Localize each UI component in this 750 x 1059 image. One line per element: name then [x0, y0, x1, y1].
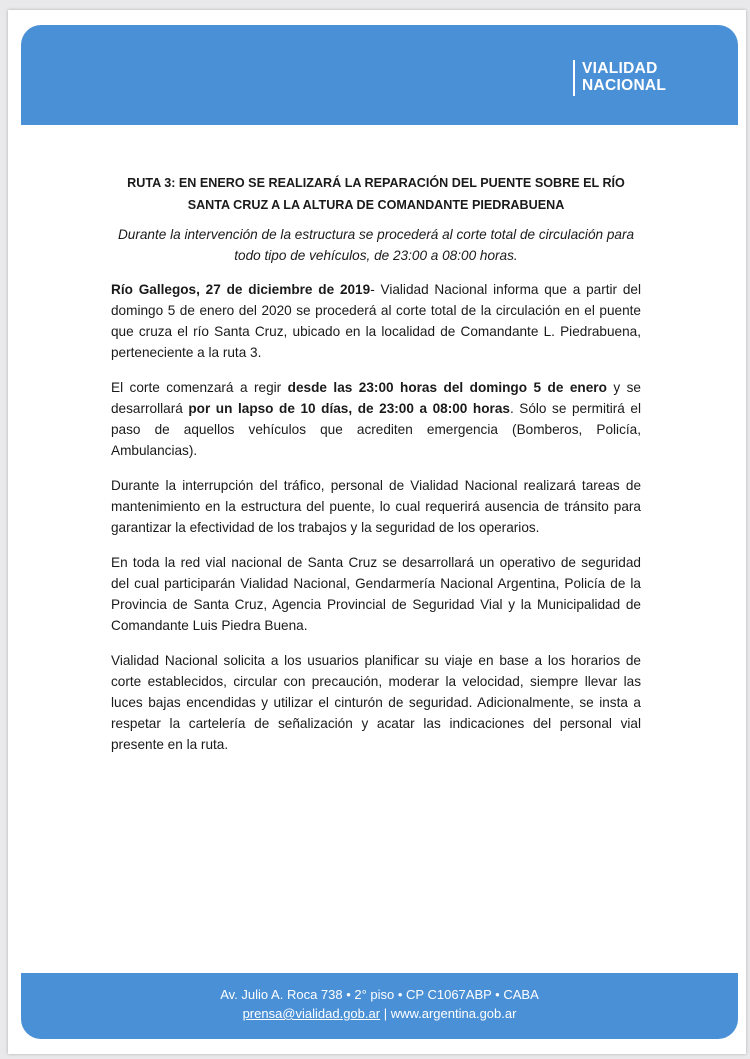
dateline: Río Gallegos, 27 de diciembre de 2019 — [111, 282, 371, 297]
article-body — [111, 172, 641, 769]
footer-address: Av. Julio A. Roca 738 • 2° piso • CP C1067ABP • CABA — [220, 987, 539, 1002]
paragraph-1 — [111, 279, 641, 363]
paragraph-2-bold-start: desde las 23:00 horas del domingo 5 de enero — [287, 380, 607, 395]
paragraph-5: Vialidad Nacional solicita a los usuarios planificar su viaje en base a los horarios de corte establecidos, circular con precaución, moderar la velocidad, siempre llevar las luces bajas encendidas y utilizar el cinturón de seguridad. Adicionalmente, se insta a respetar la cartelería de señalización y acatar las indicaciones del personal vial presente en la ruta. — [111, 653, 641, 752]
press-email-link[interactable]: prensa@vialidad.gob.ar — [242, 1006, 381, 1021]
logo-line-1: VIALIDAD — [582, 60, 658, 77]
paragraph-2-bold-duration: por un lapso de 10 días, de 23:00 a 08:00 horas — [188, 401, 510, 416]
paragraph-3: Durante la interrupción del tráfico, personal de Vialidad Nacional realizará tareas de mantenimiento en la estructura del puente, lo cual requerirá ausencia de tránsito para garantizar la efectividad de los trabajos y la seguridad de los operarios. — [111, 478, 641, 535]
footer-banner — [21, 973, 738, 1039]
paragraph-2 — [111, 377, 641, 461]
footer-contact — [21, 1006, 738, 1021]
paragraph-2-part-e: . Sólo se permitirá el paso de aquellos vehículos que acrediten emergencia (Bomberos, Policía, Ambulancias). — [111, 401, 641, 458]
paragraph-2-part-c: y se desarrollará — [111, 380, 641, 416]
header-banner — [21, 25, 738, 125]
logo-line-2: NACIONAL — [582, 77, 667, 94]
article-subtitle: Durante la intervención de la estructura se procederá al corte total de circulación para todo tipo de vehículos, de 23:00 a 08:00 horas. — [117, 227, 635, 263]
document-page — [8, 10, 746, 1054]
article-title: RUTA 3: EN ENERO SE REALIZARÁ LA REPARACIÓN DEL PUENTE SOBRE EL RÍO SANTA CRUZ A LA ALTURA DE COMANDANTE PIEDRABUENA — [127, 176, 625, 212]
website-link[interactable]: www.argentina.gob.ar — [390, 1006, 517, 1021]
footer-separator: | — [380, 1006, 391, 1021]
vialidad-nacional-logo — [573, 60, 666, 96]
paragraph-2-part-a: El corte comenzará a regir — [111, 380, 288, 395]
paragraph-1-text: - Vialidad Nacional informa que a partir del domingo 5 de enero del 2020 se procederá al corte total de la circulación en el puente que cruza el río Santa Cruz, ubicado en la localidad de Comandante L. Piedrabuena, perteneciente a la ruta 3. — [111, 282, 641, 360]
paragraph-4: En toda la red vial nacional de Santa Cruz se desarrollará un operativo de seguridad del cual participarán Vialidad Nacional, Gendarmería Nacional Argentina, Policía de la Provincia de Santa Cruz, Agencia Provincial de Seguridad Vial y la Municipalidad de Comandante Luis Piedra Buena. — [111, 555, 641, 633]
